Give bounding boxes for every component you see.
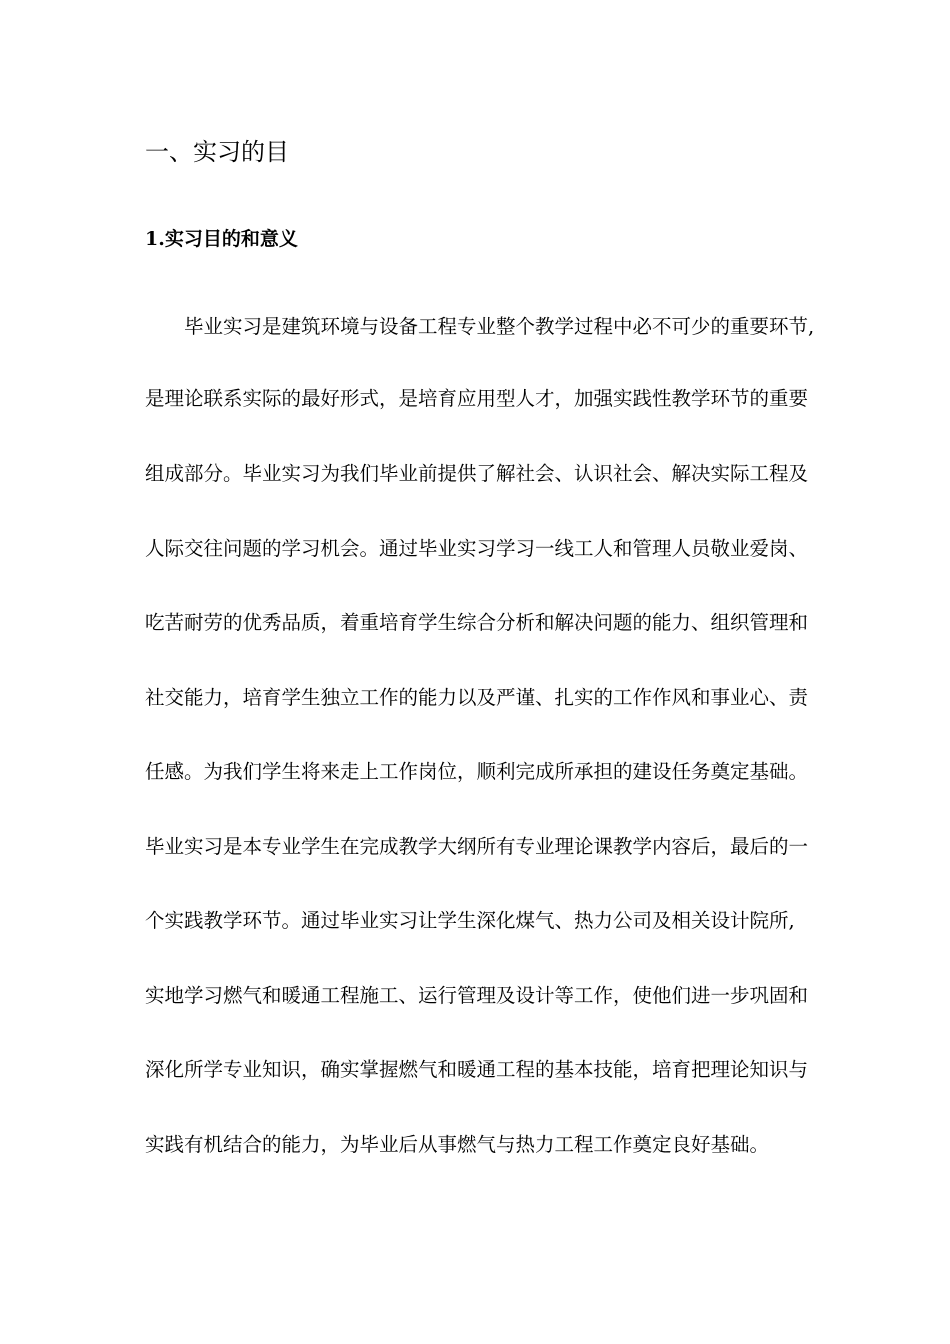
paragraph-line: 实践有机结合的能力，为毕业后从事燃气与热力工程工作奠定良好基础。 (145, 1133, 770, 1156)
paragraph-line: 社交能力，培育学生独立工作的能力以及严谨、扎实的工作作风和事业心、责 (145, 686, 809, 709)
paragraph-line: 组成部分。毕业实习为我们毕业前提供了解社会、认识社会、解决实际工程及 (145, 462, 809, 485)
section-heading: 一、实习的目 (145, 138, 289, 166)
subsection-heading: 1.实习目的和意义 (145, 228, 298, 250)
paragraph-line: 毕业实习是建筑环境与设备工程专业整个教学过程中必不可少的重要环节, (184, 315, 815, 338)
paragraph-line: 任感。为我们学生将来走上工作岗位，顺利完成所承担的建设任务奠定基础。 (145, 760, 809, 783)
paragraph-line: 毕业实习是本专业学生在完成教学大纲所有专业理论课教学内容后，最后的一 (145, 835, 809, 858)
paragraph-line: 吃苦耐劳的优秀品质，着重培育学生综合分析和解决问题的能力、组织管理和 (145, 611, 809, 634)
paragraph-line: 个实践教学环节。通过毕业实习让学生深化煤气、热力公司及相关设计院所, (145, 909, 795, 932)
paragraph-line: 实地学习燃气和暖通工程施工、运行管理及设计等工作，使他们进一步巩固和 (145, 984, 809, 1007)
paragraph-line: 人际交往问题的学习机会。通过毕业实习学习一线工人和管理人员敬业爱岗、 (145, 537, 809, 560)
paragraph-line: 是理论联系实际的最好形式，是培育应用型人才，加强实践性教学环节的重要 (145, 387, 809, 410)
paragraph-line: 深化所学专业知识，确实掌握燃气和暖通工程的基本技能，培育把理论知识与 (145, 1058, 809, 1081)
